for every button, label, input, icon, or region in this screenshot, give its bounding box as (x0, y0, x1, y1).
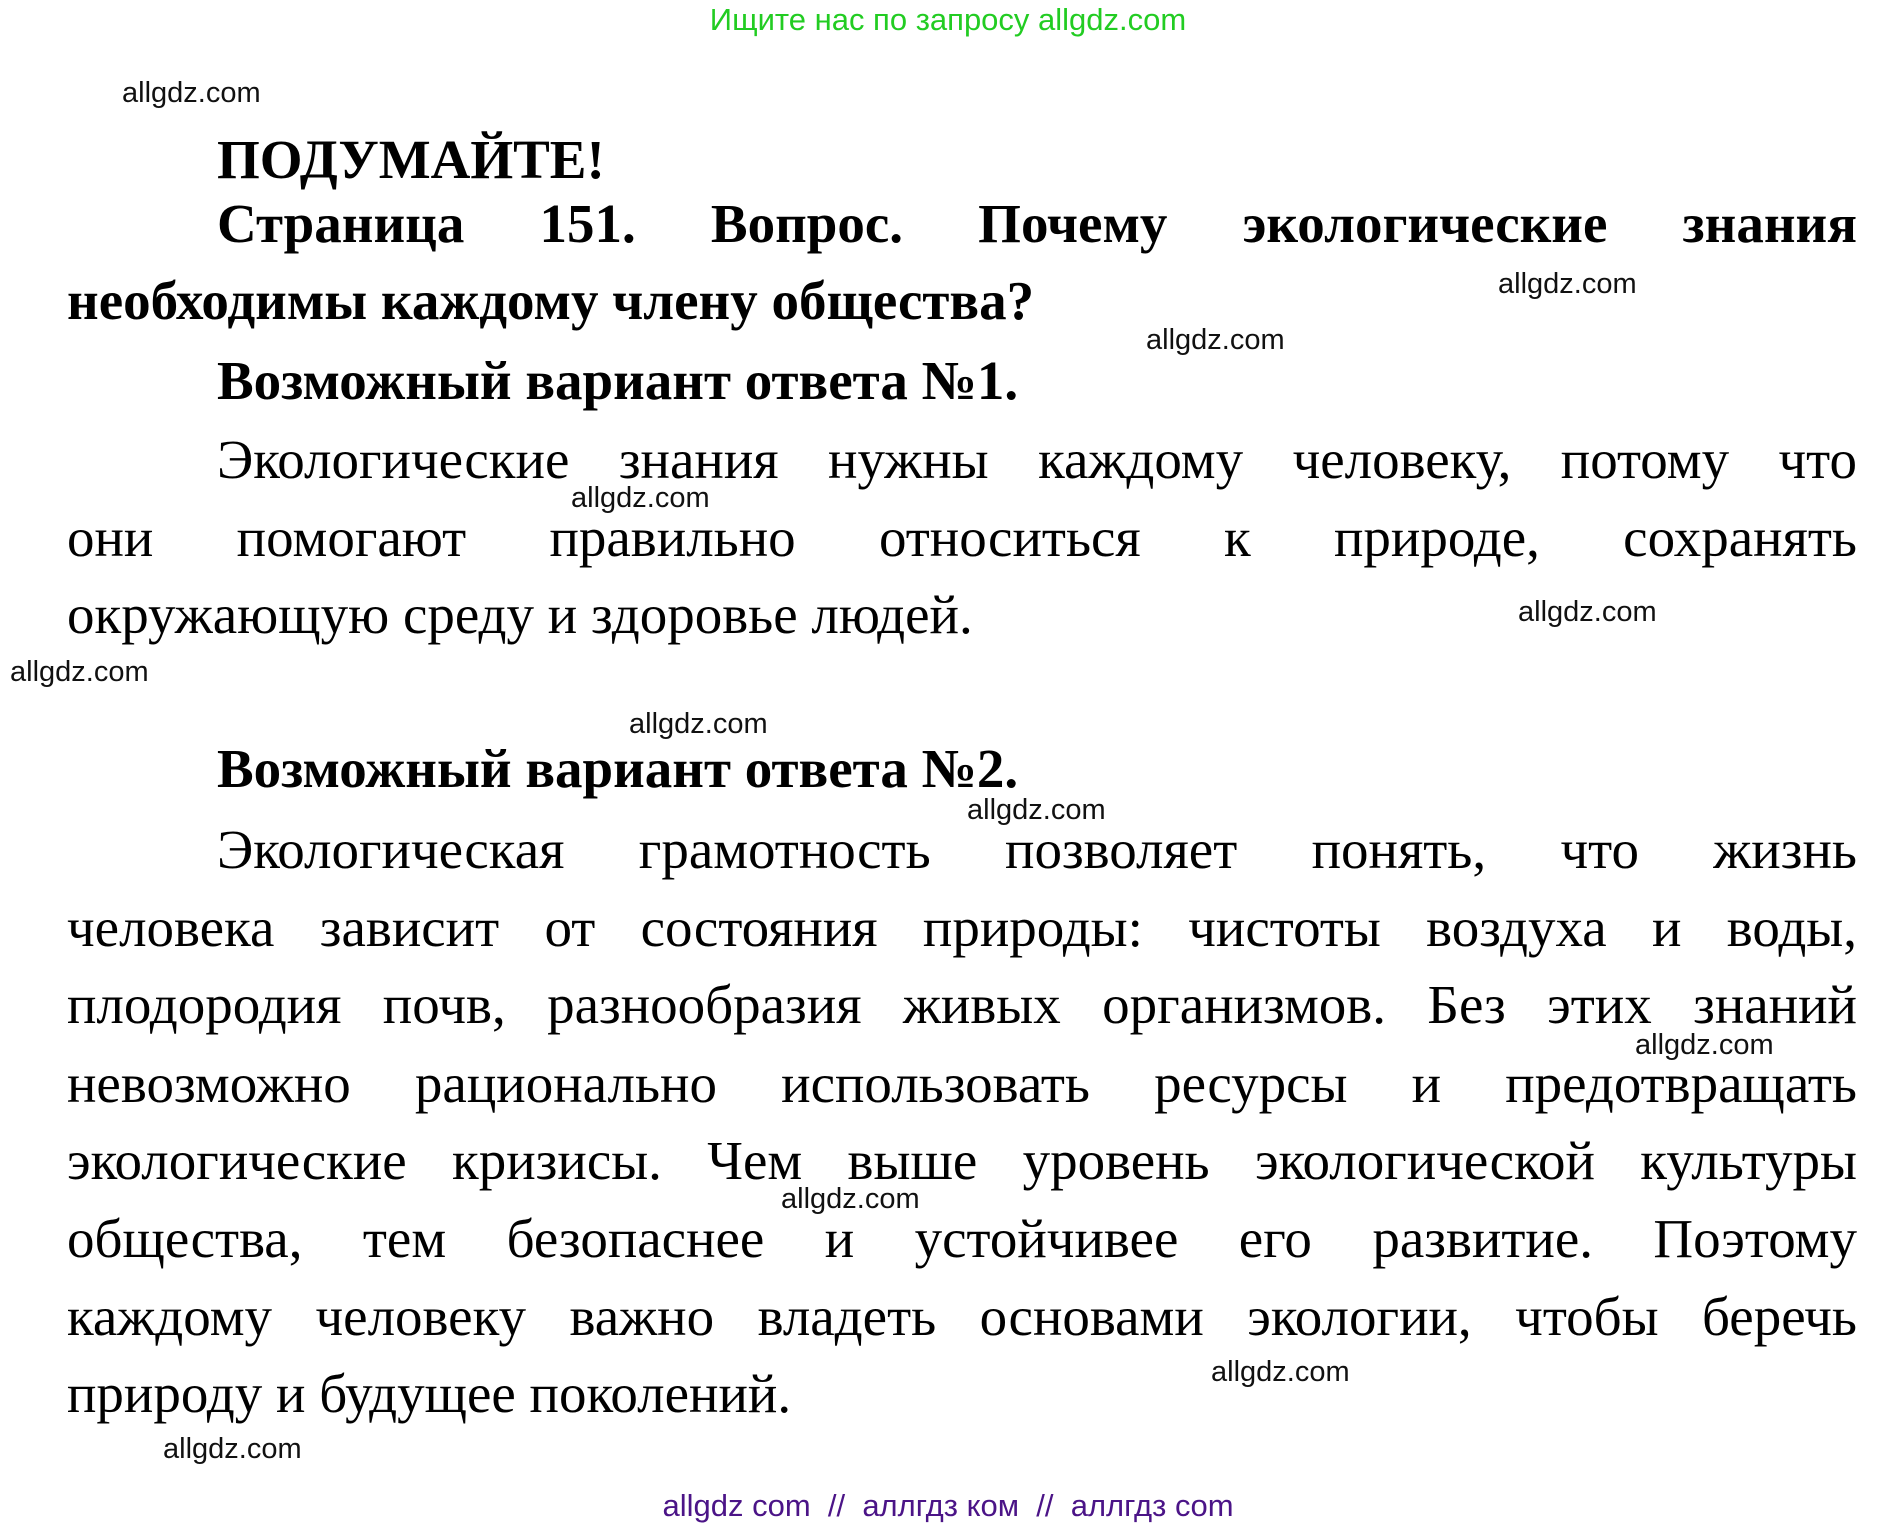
answer1-line: они помогают правильно относиться к природе, сохранять (67, 507, 1857, 568)
answer1-heading: Возможный вариант ответа №1. (217, 350, 1019, 411)
answer2-line: природу и будущее поколений. (67, 1363, 792, 1424)
watermark: allgdz.com (1498, 268, 1637, 300)
watermark: allgdz.com (122, 77, 261, 109)
watermark: allgdz.com (10, 656, 149, 688)
answer2-line: Экологическая грамотность позволяет понять, что жизнь (217, 819, 1857, 880)
answer2-line: общества, тем безопаснее и устойчивее его развитие. Поэтому (67, 1208, 1857, 1269)
watermark: allgdz.com (781, 1183, 920, 1215)
page-title: ПОДУМАЙТЕ! (217, 129, 605, 190)
answer2-line: невозможно рационально использовать ресурсы и предотвращать (67, 1053, 1857, 1114)
answer2-line: экологические кризисы. Чем выше уровень экологической культуры (67, 1130, 1857, 1191)
watermark: allgdz.com (1211, 1356, 1350, 1388)
answer2-line: плодородия почв, разнообразия живых организмов. Без этих знаний (67, 974, 1857, 1035)
bottom-banner: allgdz com // аллгдз ком // аллгдз com (662, 1488, 1234, 1523)
watermark: allgdz.com (629, 708, 768, 740)
top-banner: Ищите нас по запросу allgdz.com (709, 2, 1187, 37)
watermark: allgdz.com (1635, 1029, 1774, 1061)
answer2-heading: Возможный вариант ответа №2. (217, 738, 1019, 799)
watermark: allgdz.com (1146, 324, 1285, 356)
question-line: Страница 151. Вопрос. Почему экологические знания (217, 193, 1857, 254)
answer1-line: Экологические знания нужны каждому человеку, потому что (217, 429, 1857, 490)
answer2-line: каждому человеку важно владеть основами экологии, чтобы беречь (67, 1286, 1857, 1347)
watermark: allgdz.com (1518, 596, 1657, 628)
watermark: allgdz.com (571, 482, 710, 514)
watermark: allgdz.com (163, 1433, 302, 1465)
answer1-line: окружающую среду и здоровье людей. (67, 584, 973, 645)
question-line: необходимы каждому члену общества? (67, 270, 1035, 331)
answer2-line: человека зависит от состояния природы: чистоты воздуха и воды, (67, 897, 1857, 958)
watermark: allgdz.com (967, 794, 1106, 826)
